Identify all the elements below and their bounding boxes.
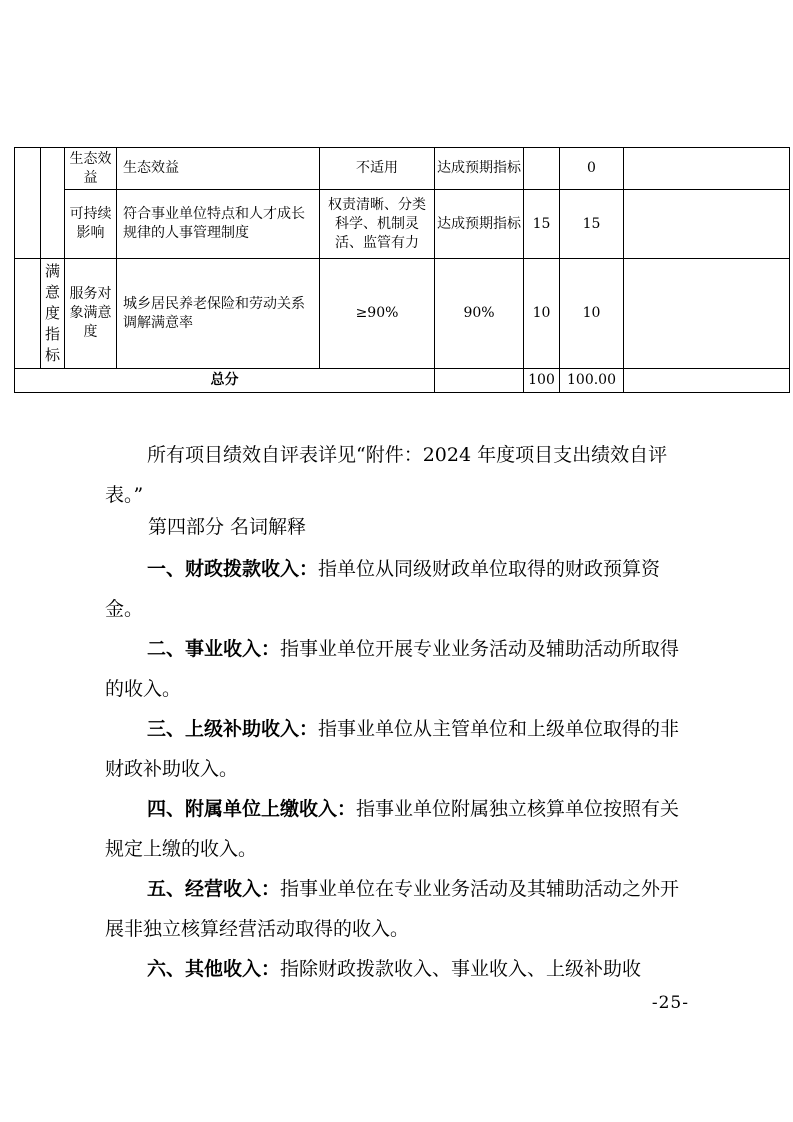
performance-table [14, 147, 790, 393]
section-heading: 第四部分 名词解释 [148, 516, 307, 538]
page-number: -25- [651, 993, 689, 1013]
term-label: 一、财政拨款收入： [147, 558, 319, 580]
definition-item [105, 629, 695, 709]
blank-cell [41, 148, 65, 259]
term-definition: 指除财政拨款收入、事业收入、上级补助收 [280, 958, 642, 980]
term-definition: 指事业单位开展专业业务活动及辅助活动所取得的收入。 [105, 638, 680, 700]
term-label: 五、经营收入： [147, 878, 281, 900]
actual-cell: 90% [435, 259, 524, 369]
definition-item [105, 789, 695, 869]
term-label: 二、事业收入： [147, 638, 281, 660]
term-definition: 指事业单位附属独立核算单位按照有关规定上缴的收入。 [105, 798, 680, 860]
definition-item [105, 709, 695, 789]
target-cell: 不适用 [320, 148, 435, 190]
target-cell: ≥90% [320, 259, 435, 369]
definition-item [105, 549, 695, 629]
total-label: 总分 [15, 369, 435, 393]
term-label: 三、上级补助收入： [147, 718, 319, 740]
intro-paragraph: 所有项目绩效自评表详见“附件：2024 年度项目支出绩效自评表。” [105, 444, 668, 506]
sub-indicator-cell: 生态效益 [65, 148, 117, 190]
total-score: 100.00 [560, 369, 624, 393]
term-definition: 指单位从同级财政单位取得的财政预算资金。 [105, 558, 661, 620]
indicator-cell: 城乡居民养老保险和劳动关系调解满意率 [117, 259, 320, 369]
term-label: 六、其他收入： [147, 958, 281, 980]
weight-cell [524, 148, 560, 190]
category-cell [41, 259, 65, 369]
table-row [15, 259, 790, 369]
sub-indicator-cell: 可持续影响 [65, 190, 117, 259]
blank-cell [624, 369, 790, 393]
score-cell: 0 [560, 148, 624, 190]
indicator-cell: 符合事业单位特点和人才成长规律的人事管理制度 [117, 190, 320, 259]
indicator-cell: 生态效益 [117, 148, 320, 190]
blank-cell [435, 369, 524, 393]
score-cell: 10 [560, 259, 624, 369]
actual-cell: 达成预期指标 [435, 148, 524, 190]
weight-cell: 10 [524, 259, 560, 369]
note-cell [624, 148, 790, 190]
score-cell: 15 [560, 190, 624, 259]
table-row [15, 148, 790, 190]
term-definition: 指事业单位从主管单位和上级单位取得的非财政补助收入。 [105, 718, 680, 780]
target-cell: 权责清晰、分类科学、机制灵活、监管有力 [320, 190, 435, 259]
definition-item [105, 869, 695, 949]
total-weight: 100 [524, 369, 560, 393]
table-row [15, 190, 790, 259]
note-cell [624, 259, 790, 369]
weight-cell: 15 [524, 190, 560, 259]
blank-cell [15, 148, 41, 259]
actual-cell: 达成预期指标 [435, 190, 524, 259]
term-label: 四、附属单位上缴收入： [147, 798, 357, 820]
term-definition: 指事业单位在专业业务活动及其辅助活动之外开展非独立核算经营活动取得的收入。 [105, 878, 680, 940]
sub-indicator-cell: 服务对象满意度 [65, 259, 117, 369]
category-label: 满意度指标 [44, 262, 60, 364]
total-row [15, 369, 790, 393]
definition-item [105, 949, 695, 989]
note-cell [624, 190, 790, 259]
blank-cell [15, 259, 41, 369]
